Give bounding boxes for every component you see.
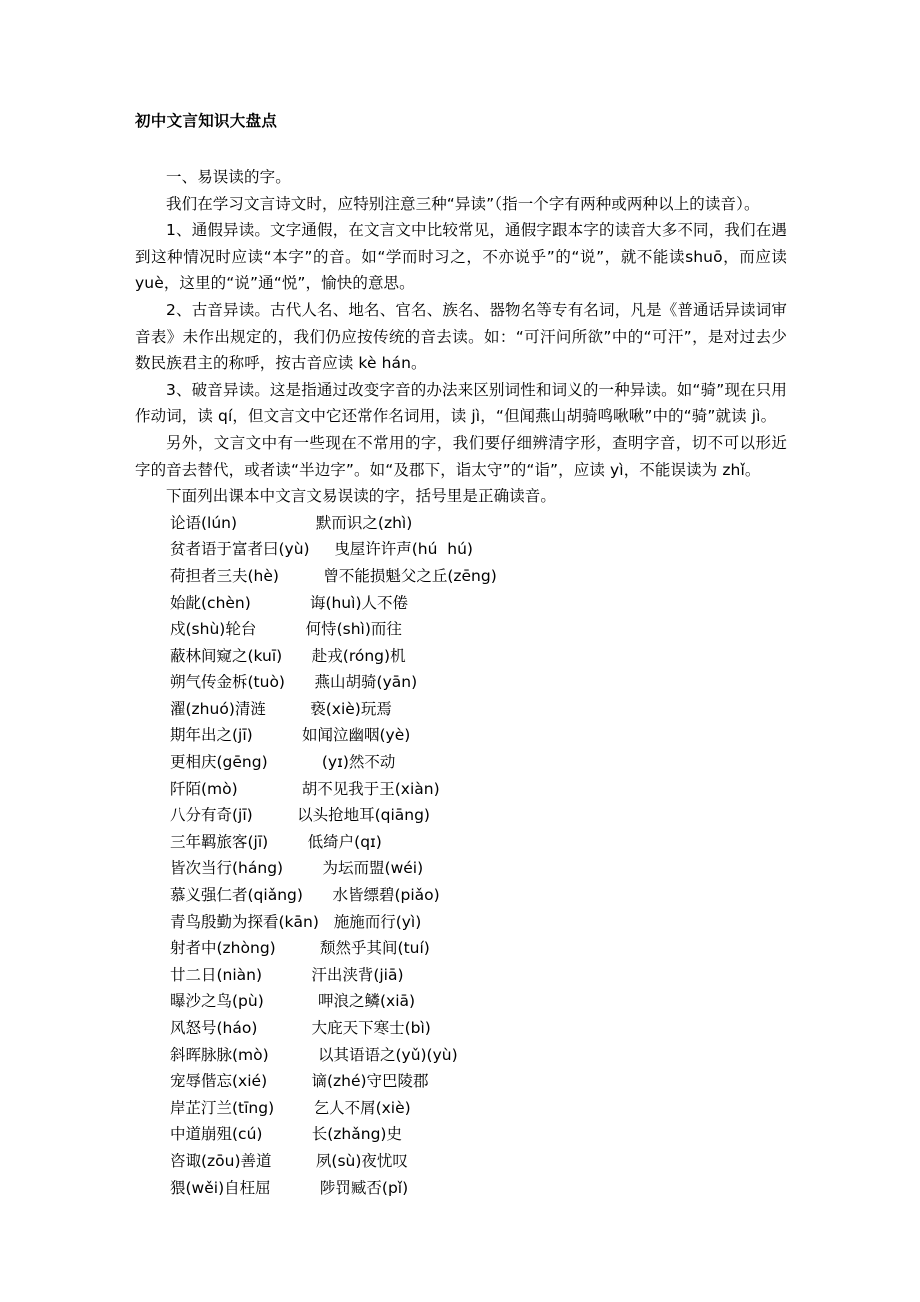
word-entry-right: 施施而行(yì) (333, 912, 422, 931)
word-entry-left: 朔气传金柝(tuò) (170, 673, 285, 692)
word-entry-left: 宠辱偕忘(xié) (170, 1072, 268, 1091)
word-list-row (135, 829, 787, 856)
word-list-row (135, 935, 787, 962)
word-list-row (135, 988, 787, 1015)
word-entry-left: 曝沙之鸟(pù) (170, 992, 264, 1011)
word-entry-left: 青鸟殷勤为探看(kān) (170, 912, 319, 931)
word-list-row (135, 1015, 787, 1042)
word-entry-right: 长(zhǎng)史 (311, 1125, 402, 1144)
word-list-row (135, 802, 787, 829)
word-entry-left: 蔽林间窥之(kuī) (170, 646, 283, 665)
word-entry-right: 水皆缥碧(piǎo) (332, 886, 440, 905)
word-entry-left: 论语(lún) (170, 513, 238, 532)
word-entry-right: 低绮户(qɪ) (307, 832, 382, 851)
word-entry-left: 始龀(chèn) (170, 593, 251, 612)
column-gap (237, 510, 316, 537)
column-gap (274, 1095, 313, 1122)
word-list-row (135, 1095, 787, 1122)
word-list-row (135, 1148, 787, 1175)
paragraph-poyin-yidu: 3、破音异读。这是指通过改变字音的办法来区别词性和词义的一种异读。如“骑”现在只用作动词，读 qí，但文言文中它还常作名词用，读 jì，“但闻燕山胡骑鸣啾啾”中的“骑”就读 jì。 (135, 380, 787, 426)
word-entry-right: 曾不能损魁父之丘(zēng) (323, 566, 497, 585)
word-entry-left: 猥(wěi)自枉屈 (170, 1178, 271, 1197)
column-gap (279, 563, 323, 590)
column-gap (268, 829, 307, 856)
word-list-row (135, 510, 787, 537)
word-list-row (135, 590, 787, 617)
word-entry-right: 以其语语之(yǔ)(yù) (317, 1045, 458, 1064)
word-entry-left: 戍(shù)轮台 (170, 620, 257, 639)
column-gap (264, 988, 318, 1015)
word-list-row (135, 962, 787, 989)
word-entry-right: 默而识之(zhì) (315, 513, 413, 532)
column-gap (276, 935, 320, 962)
word-list-row (135, 669, 787, 696)
word-entry-left: 贫者语于富者曰(yù) (170, 540, 310, 559)
word-list-row (135, 1175, 787, 1202)
column-gap (303, 882, 333, 909)
column-gap (272, 1148, 316, 1175)
column-gap (285, 669, 315, 696)
word-entry-right: 以头抢地耳(qiāng) (297, 806, 430, 825)
column-gap (268, 749, 322, 776)
word-entry-left: 更相庆(gēng) (170, 753, 268, 772)
word-entry-right: 诲(huì)人不倦 (309, 593, 408, 612)
word-entry-left: 阡陌(mò) (170, 779, 238, 798)
column-gap (283, 855, 322, 882)
column-gap (262, 1121, 311, 1148)
word-list-row (135, 722, 787, 749)
word-list-row (135, 909, 787, 936)
word-entry-right: 乞人不屑(xiè) (313, 1098, 411, 1117)
word-entry-left: 八分有奇(jī) (170, 806, 253, 825)
word-list-row (135, 643, 787, 670)
column-gap (271, 1175, 320, 1202)
word-list-row (135, 1042, 787, 1069)
word-entry-left: 斜晖脉脉(mò) (170, 1045, 269, 1064)
paragraph-list-lead-in: 下面列出课本中文言文易误读的字，括号里是正确读音。 (166, 487, 557, 506)
paragraph-additional-note: 另外，文言文中有一些现在不常用的字，我们要仔细辨清字形，查明字音，切不可以形近字的音去替代，或者读“半边字”。如“及郡下，诣太守”的“诣”，应读 yì，不能误读为 zhǐ。 (135, 433, 787, 479)
word-entry-left: 廿二日(niàn) (170, 965, 263, 984)
word-entry-left: 中道崩殂(cú) (170, 1125, 263, 1144)
paragraph-intro: 我们在学习文言诗文时，应特别注意三种“异读”（指一个字有两种或两种以上的读音）。 (166, 194, 760, 213)
word-entry-left: 慕义强仁者(qiǎng) (170, 886, 303, 905)
word-list-row (135, 749, 787, 776)
word-list-row (135, 776, 787, 803)
word-entry-right: 燕山胡骑(yān) (314, 673, 418, 692)
word-entry-left: 期年出之(jī) (170, 726, 253, 745)
word-entry-left: 荷担者三夫(hè) (170, 566, 279, 585)
document-body (135, 108, 787, 1201)
word-entry-right: 亵(xiè)玩焉 (310, 699, 392, 718)
word-list-row (135, 563, 787, 590)
word-list-row (135, 1121, 787, 1148)
word-entry-right: 曳屋许许声(hú hú) (334, 540, 473, 559)
word-entry-left: 咨诹(zōu)善道 (170, 1151, 272, 1170)
word-entry-left: 皆次当行(háng) (170, 859, 284, 878)
word-entry-left: 岸芷汀兰(tīng) (170, 1098, 275, 1117)
word-entry-right: 谪(zhé)守巴陵郡 (311, 1072, 429, 1091)
section-heading: 一、易误读的字。 (166, 168, 291, 186)
word-list-row (135, 696, 787, 723)
column-gap (238, 776, 302, 803)
word-entry-right: 颓然乎其间(tuí) (320, 939, 430, 958)
word-entry-left: 射者中(zhòng) (170, 939, 276, 958)
word-list-row (135, 855, 787, 882)
word-list-row (135, 616, 787, 643)
column-gap (310, 536, 335, 563)
word-entry-left: 濯(zhuó)清涟 (170, 699, 266, 718)
column-gap (253, 722, 302, 749)
word-entry-right: 陟罚臧否(pǐ) (319, 1178, 409, 1197)
column-gap (257, 1015, 311, 1042)
word-entry-right: 汗出浃背(jiā) (311, 965, 404, 984)
paragraph-guyin-yidu: 2、古音异读。古代人名、地名、官名、族名、器物名等专有名词，凡是《普通话异读词审音表》未作出规定的，我们仍应按传统的音去读。如：“可汗问所欲”中的“可汗”，是对过去少数民族君主的称呼，按古音应读 kè hán。 (135, 300, 787, 373)
word-list-row (135, 882, 787, 909)
word-entry-right: 夙(sù)夜忧叹 (315, 1151, 408, 1170)
column-gap (266, 696, 310, 723)
column-gap (253, 802, 297, 829)
word-entry-right: 赴戎(róng)机 (311, 646, 406, 665)
word-entry-right: 呷浪之鳞(xiā) (317, 992, 416, 1011)
word-entry-right: 为坛而盟(wéi) (322, 859, 424, 878)
column-gap (251, 590, 310, 617)
column-gap (267, 1068, 311, 1095)
word-entry-right: 何恃(shì)而往 (305, 620, 402, 639)
word-entry-right: 大庇天下寒士(bì) (311, 1019, 431, 1037)
column-gap (319, 909, 334, 936)
column-gap (282, 643, 312, 670)
word-entry-left: 三年羁旅客(jī) (170, 832, 269, 851)
column-gap (256, 616, 305, 643)
word-pronunciation-list (135, 510, 787, 1201)
word-entry-left: 风怒号(háo) (170, 1019, 258, 1037)
word-list-row (135, 1068, 787, 1095)
paragraph-tongjia-yidu: 1、通假异读。文字通假，在文言文中比较常见，通假字跟本字的读音大多不同，我们在遇到这种情况时应读“本字”的音。如“学而时习之，不亦说乎”的“说”，就不能读shuō，而应读 yuè，这里的“说”通“悦”，愉快的意思。 (135, 221, 787, 293)
column-gap (262, 962, 311, 989)
page-title: 初中文言知识大盘点 (135, 112, 278, 130)
column-gap (269, 1042, 318, 1069)
word-list-row (135, 536, 787, 563)
word-entry-right: 胡不见我于王(xiàn) (301, 779, 440, 798)
word-entry-right: (yɪ)然不动 (321, 753, 396, 772)
word-entry-right: 如闻泣幽咽(yè) (302, 726, 411, 745)
